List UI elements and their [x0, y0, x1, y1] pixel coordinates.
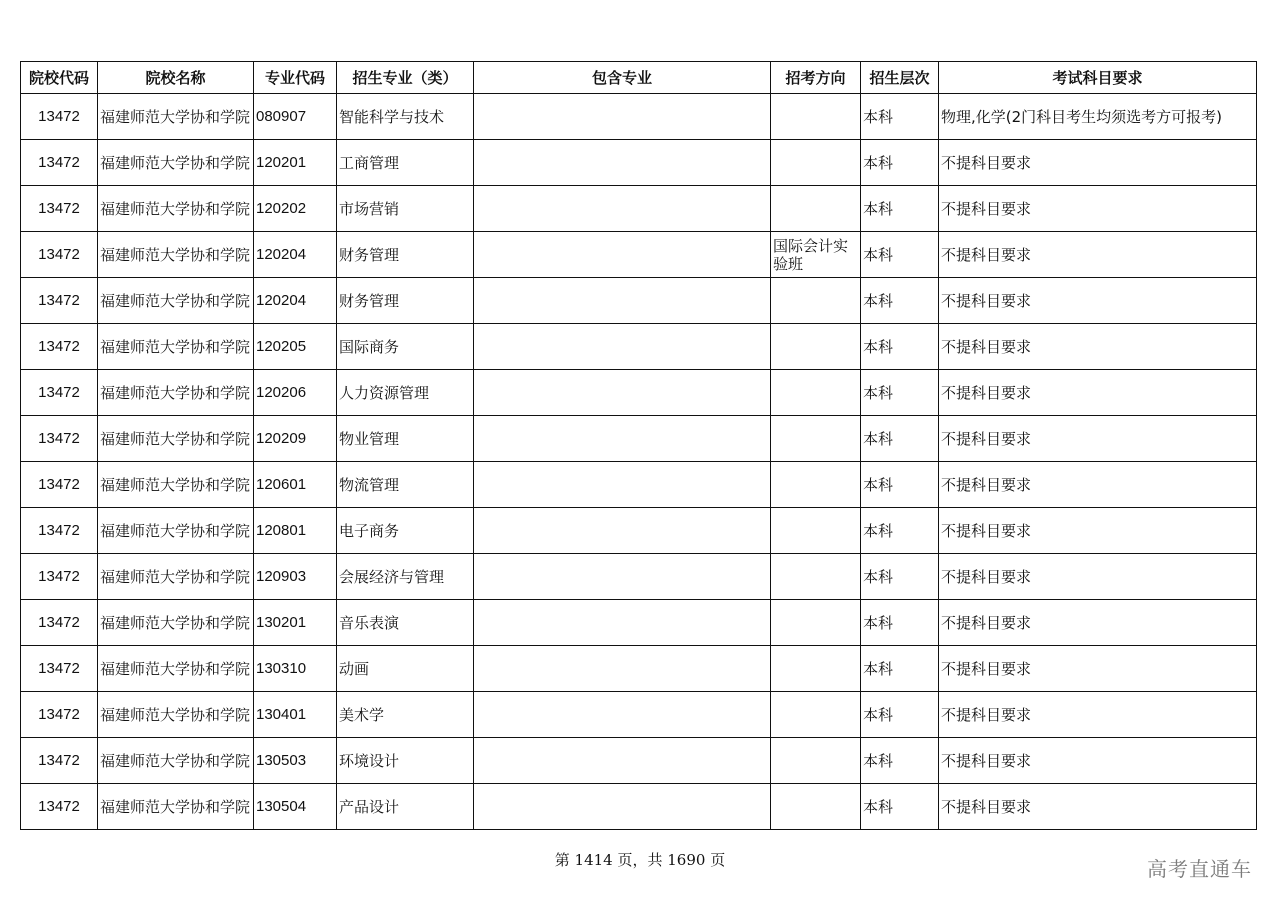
level-cell: 本科 [861, 600, 939, 646]
major-cell: 财务管理 [337, 278, 474, 324]
school-code-cell: 13472 [21, 324, 98, 370]
header-major: 招生专业（类） [337, 62, 474, 94]
school-code-cell: 13472 [21, 554, 98, 600]
level-cell: 本科 [861, 692, 939, 738]
page-number: 第 1414 页，共 1690 页 [554, 851, 726, 869]
school-code-cell: 13472 [21, 784, 98, 830]
major-code-cell: 120205 [254, 324, 337, 370]
table-row [21, 94, 1257, 140]
school-name-cell: 福建师范大学协和学院 [98, 600, 254, 646]
major-cell: 物流管理 [337, 462, 474, 508]
level-cell: 本科 [861, 462, 939, 508]
admissions-table [20, 61, 1257, 830]
table-row [21, 508, 1257, 554]
school-code-cell: 13472 [21, 508, 98, 554]
table-row [21, 278, 1257, 324]
major-cell: 人力资源管理 [337, 370, 474, 416]
header-major-code: 专业代码 [254, 62, 337, 94]
included-majors-cell [474, 738, 771, 784]
major-code-cell: 120209 [254, 416, 337, 462]
direction-cell [771, 370, 861, 416]
level-cell: 本科 [861, 738, 939, 784]
table-row [21, 692, 1257, 738]
school-name-cell: 福建师范大学协和学院 [98, 692, 254, 738]
major-code-cell: 130401 [254, 692, 337, 738]
level-cell: 本科 [861, 186, 939, 232]
level-cell: 本科 [861, 140, 939, 186]
school-name-cell: 福建师范大学协和学院 [98, 416, 254, 462]
direction-cell [771, 462, 861, 508]
included-majors-cell [474, 370, 771, 416]
major-code-cell: 120801 [254, 508, 337, 554]
school-code-cell: 13472 [21, 232, 98, 278]
major-code-cell: 120201 [254, 140, 337, 186]
requirement-cell: 不提科目要求 [939, 738, 1257, 784]
major-cell: 电子商务 [337, 508, 474, 554]
watermark: 高考直通车 [1147, 857, 1252, 881]
header-school-name: 院校名称 [98, 62, 254, 94]
school-code-cell: 13472 [21, 646, 98, 692]
school-name-cell: 福建师范大学协和学院 [98, 94, 254, 140]
major-cell: 市场营销 [337, 186, 474, 232]
direction-cell: 国际会计实验班 [771, 232, 861, 278]
header-requirement: 考试科目要求 [939, 62, 1257, 94]
major-cell: 音乐表演 [337, 600, 474, 646]
major-cell: 财务管理 [337, 232, 474, 278]
requirement-cell: 不提科目要求 [939, 508, 1257, 554]
major-code-cell: 080907 [254, 94, 337, 140]
table-row [21, 646, 1257, 692]
level-cell: 本科 [861, 94, 939, 140]
direction-cell [771, 278, 861, 324]
major-cell: 环境设计 [337, 738, 474, 784]
major-cell: 会展经济与管理 [337, 554, 474, 600]
included-majors-cell [474, 554, 771, 600]
school-name-cell: 福建师范大学协和学院 [98, 324, 254, 370]
requirement-cell: 不提科目要求 [939, 232, 1257, 278]
major-code-cell: 130503 [254, 738, 337, 784]
level-cell: 本科 [861, 324, 939, 370]
level-cell: 本科 [861, 370, 939, 416]
major-cell: 产品设计 [337, 784, 474, 830]
included-majors-cell [474, 324, 771, 370]
level-cell: 本科 [861, 784, 939, 830]
school-code-cell: 13472 [21, 738, 98, 784]
major-code-cell: 120903 [254, 554, 337, 600]
requirement-cell: 不提科目要求 [939, 370, 1257, 416]
table-row [21, 416, 1257, 462]
level-cell: 本科 [861, 508, 939, 554]
requirement-cell: 不提科目要求 [939, 416, 1257, 462]
requirement-cell: 不提科目要求 [939, 784, 1257, 830]
direction-cell [771, 554, 861, 600]
included-majors-cell [474, 186, 771, 232]
major-code-cell: 130504 [254, 784, 337, 830]
direction-cell [771, 186, 861, 232]
level-cell: 本科 [861, 416, 939, 462]
school-code-cell: 13472 [21, 186, 98, 232]
school-name-cell: 福建师范大学协和学院 [98, 140, 254, 186]
direction-cell [771, 416, 861, 462]
requirement-cell: 不提科目要求 [939, 692, 1257, 738]
school-name-cell: 福建师范大学协和学院 [98, 784, 254, 830]
direction-cell [771, 784, 861, 830]
requirement-cell: 不提科目要求 [939, 554, 1257, 600]
requirement-cell: 物理,化学(2门科目考生均须选考方可报考) [939, 94, 1257, 140]
included-majors-cell [474, 140, 771, 186]
included-majors-cell [474, 462, 771, 508]
included-majors-cell [474, 278, 771, 324]
table-row [21, 600, 1257, 646]
direction-cell [771, 692, 861, 738]
included-majors-cell [474, 416, 771, 462]
school-code-cell: 13472 [21, 278, 98, 324]
included-majors-cell [474, 646, 771, 692]
header-school-code: 院校代码 [21, 62, 98, 94]
included-majors-cell [474, 784, 771, 830]
major-code-cell: 120601 [254, 462, 337, 508]
direction-cell [771, 94, 861, 140]
table-row [21, 186, 1257, 232]
table-row [21, 554, 1257, 600]
header-direction: 招考方向 [771, 62, 861, 94]
requirement-cell: 不提科目要求 [939, 600, 1257, 646]
school-code-cell: 13472 [21, 462, 98, 508]
table-body [21, 94, 1257, 830]
school-name-cell: 福建师范大学协和学院 [98, 278, 254, 324]
major-cell: 工商管理 [337, 140, 474, 186]
school-name-cell: 福建师范大学协和学院 [98, 186, 254, 232]
major-code-cell: 130310 [254, 646, 337, 692]
included-majors-cell [474, 508, 771, 554]
school-name-cell: 福建师范大学协和学院 [98, 554, 254, 600]
direction-cell [771, 324, 861, 370]
school-name-cell: 福建师范大学协和学院 [98, 232, 254, 278]
level-cell: 本科 [861, 278, 939, 324]
table-row [21, 462, 1257, 508]
school-name-cell: 福建师范大学协和学院 [98, 508, 254, 554]
major-cell: 物业管理 [337, 416, 474, 462]
school-code-cell: 13472 [21, 416, 98, 462]
direction-cell [771, 600, 861, 646]
requirement-cell: 不提科目要求 [939, 324, 1257, 370]
header-included-majors: 包含专业 [474, 62, 771, 94]
school-code-cell: 13472 [21, 140, 98, 186]
requirement-cell: 不提科目要求 [939, 462, 1257, 508]
major-cell: 国际商务 [337, 324, 474, 370]
table-row [21, 232, 1257, 278]
table-row [21, 324, 1257, 370]
school-code-cell: 13472 [21, 692, 98, 738]
requirement-cell: 不提科目要求 [939, 646, 1257, 692]
major-code-cell: 120206 [254, 370, 337, 416]
major-code-cell: 120204 [254, 278, 337, 324]
included-majors-cell [474, 600, 771, 646]
school-code-cell: 13472 [21, 94, 98, 140]
level-cell: 本科 [861, 554, 939, 600]
school-name-cell: 福建师范大学协和学院 [98, 370, 254, 416]
direction-cell [771, 646, 861, 692]
requirement-cell: 不提科目要求 [939, 140, 1257, 186]
school-name-cell: 福建师范大学协和学院 [98, 646, 254, 692]
school-code-cell: 13472 [21, 600, 98, 646]
direction-cell [771, 508, 861, 554]
major-cell: 美术学 [337, 692, 474, 738]
requirement-cell: 不提科目要求 [939, 278, 1257, 324]
major-code-cell: 120202 [254, 186, 337, 232]
table-row [21, 738, 1257, 784]
level-cell: 本科 [861, 646, 939, 692]
table-row [21, 370, 1257, 416]
level-cell: 本科 [861, 232, 939, 278]
table-row [21, 784, 1257, 830]
included-majors-cell [474, 232, 771, 278]
header-level: 招生层次 [861, 62, 939, 94]
school-name-cell: 福建师范大学协和学院 [98, 462, 254, 508]
major-cell: 智能科学与技术 [337, 94, 474, 140]
included-majors-cell [474, 94, 771, 140]
school-name-cell: 福建师范大学协和学院 [98, 738, 254, 784]
direction-cell [771, 738, 861, 784]
requirement-cell: 不提科目要求 [939, 186, 1257, 232]
major-code-cell: 130201 [254, 600, 337, 646]
header-row [21, 62, 1257, 94]
major-cell: 动画 [337, 646, 474, 692]
included-majors-cell [474, 692, 771, 738]
table-row [21, 140, 1257, 186]
major-code-cell: 120204 [254, 232, 337, 278]
school-code-cell: 13472 [21, 370, 98, 416]
direction-cell [771, 140, 861, 186]
